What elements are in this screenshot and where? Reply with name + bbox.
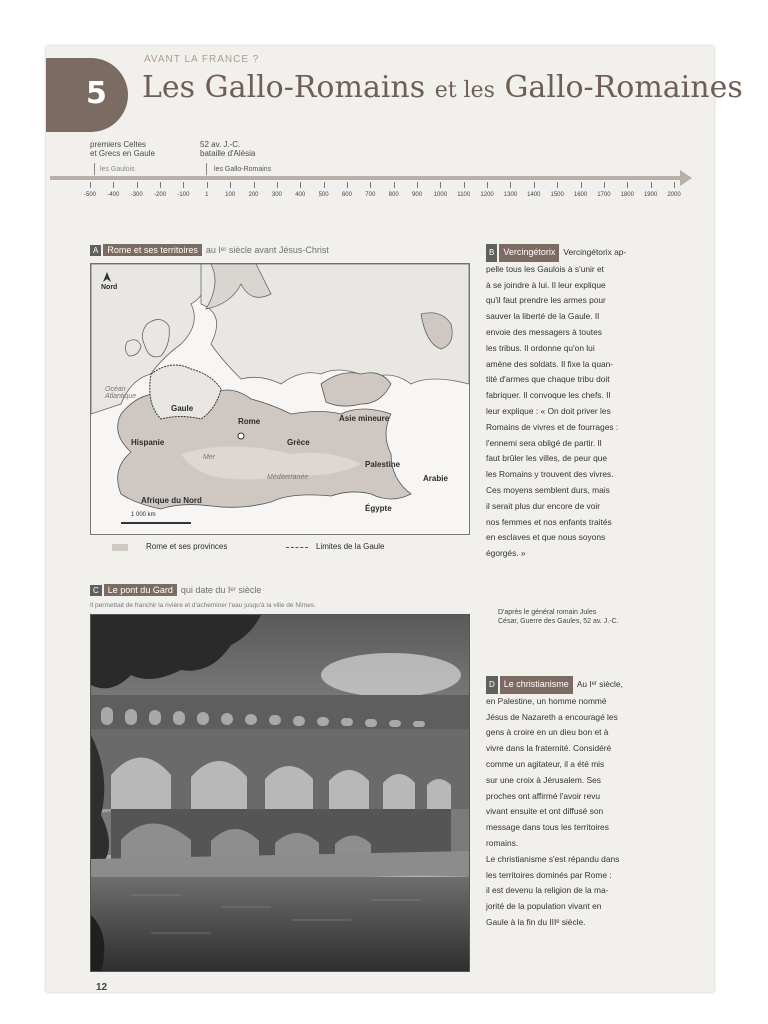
text-line: égorgés. » xyxy=(486,548,526,559)
section-letter: C xyxy=(90,585,102,596)
text-line: sur une croix à Jérusalem. Ses xyxy=(486,774,601,785)
legend-line-gaule xyxy=(286,547,308,549)
bridge-top-tier xyxy=(91,695,469,729)
text-line: Jésus de Nazareth a encouragé les xyxy=(486,711,618,722)
text-line: Romains de vivres et de fourrages : xyxy=(486,421,619,432)
section-d-christianisme xyxy=(486,676,676,931)
map-label-palestine: Palestine xyxy=(365,460,401,469)
text-line: en esclaves et que nous soyons xyxy=(486,532,606,543)
timeline-marker xyxy=(94,163,95,175)
rome-marker-icon xyxy=(238,433,244,439)
timeline-event-alesia xyxy=(200,140,255,158)
timeline-year-label: 800 xyxy=(388,192,399,198)
timeline-tick xyxy=(370,182,371,188)
text-line: Le christianisme s'est répandu dans xyxy=(486,853,620,864)
timeline-year-label: 1000 xyxy=(433,192,448,198)
map-label-mediterranee: Méditerranée xyxy=(267,474,309,481)
map-label-north: Nord xyxy=(101,284,118,291)
timeline-tick xyxy=(464,182,465,188)
timeline-tick xyxy=(207,182,208,188)
period-label-gallo-romains: les Gallo-Romains xyxy=(214,166,272,173)
section-a-heading xyxy=(90,244,329,256)
text-line: qu'il faut prendre les armes pour xyxy=(486,295,606,306)
timeline-tick xyxy=(581,182,582,188)
textbook-page xyxy=(46,46,743,993)
timeline-tick xyxy=(674,182,675,188)
timeline-tick xyxy=(300,182,301,188)
text-line: Gaule à la fin du IIIᵉ siècle. xyxy=(486,916,586,927)
map-label-ocean-line: Atlantique xyxy=(105,393,137,400)
page-title xyxy=(142,70,743,105)
text-line: comme un agitateur, il a été mis xyxy=(486,758,605,769)
text-line: nos femmes et nos enfants traités xyxy=(486,516,612,527)
timeline-year-label: 1800 xyxy=(620,192,634,198)
text-line: en Palestine, un homme nommé xyxy=(486,695,607,706)
timeline-arrowhead-icon xyxy=(680,170,692,186)
timeline-year-label: -300 xyxy=(130,192,143,198)
map-label-scale: 1 000 km xyxy=(131,512,156,518)
text-line: jorité de la population vivant en xyxy=(486,901,602,912)
timeline-tick xyxy=(534,182,535,188)
section-c-heading xyxy=(90,584,261,596)
text-line: gens à croire en un dieu bon et à xyxy=(486,727,609,738)
timeline-tick xyxy=(651,182,652,188)
text-line: envoie des messagers à toutes xyxy=(486,326,602,337)
pont-du-gard-illustration xyxy=(91,615,469,971)
timeline-year-label: 1500 xyxy=(550,192,564,198)
timeline-tick xyxy=(160,182,161,188)
timeline-year-label: 1300 xyxy=(503,192,518,198)
timeline-tick xyxy=(347,182,348,188)
timeline-event-line: bataille d'Alésia xyxy=(200,149,256,158)
text-line: les Romains y trouvent des vivres. xyxy=(486,469,614,480)
map-label-gaule: Gaule xyxy=(171,404,194,413)
timeline-year-label: 400 xyxy=(295,192,306,198)
timeline-tick xyxy=(440,182,441,188)
text-line: les territoires dominés par Rome : xyxy=(486,869,612,880)
timeline-year-label: 1400 xyxy=(527,192,541,198)
timeline-year-label: -200 xyxy=(154,192,167,198)
legend-provinces-label: Rome et ses provinces xyxy=(146,542,228,551)
map-label-ocean xyxy=(105,386,136,400)
timeline-event-line: premiers Celtes xyxy=(90,140,147,149)
timeline-year-label: 1600 xyxy=(573,192,588,198)
title-connector: et les xyxy=(434,78,495,103)
scale-bar xyxy=(121,522,191,524)
timeline-tick xyxy=(604,182,605,188)
timeline-year-label: 1700 xyxy=(597,192,611,198)
text-line: l'ennemi sera obligé de partir. Il xyxy=(486,437,602,448)
timeline-tick xyxy=(254,182,255,188)
timeline-tick xyxy=(183,182,184,188)
text-line: il serait plus dur encore de voir xyxy=(486,500,601,511)
text-line: vivre dans la fraternité. Considéré xyxy=(486,743,612,754)
timeline-event-celtes xyxy=(90,140,155,158)
timeline-year-label: 1200 xyxy=(480,192,494,198)
timeline-marker xyxy=(206,163,207,175)
section-tag: Vercingétorix xyxy=(499,244,559,262)
timeline-tick xyxy=(510,182,511,188)
timeline-tick xyxy=(113,182,114,188)
section-tag: Le pont du Gard xyxy=(104,584,177,596)
timeline-tick xyxy=(394,182,395,188)
text-line: proches ont affirmé l'avoir revu xyxy=(486,790,601,801)
section-letter: A xyxy=(90,245,101,256)
timeline-year-label: 700 xyxy=(365,192,376,198)
map-label-arabie: Arabie xyxy=(423,474,448,483)
timeline-tick xyxy=(487,182,488,188)
map-label-ocean-line: Océan xyxy=(105,386,126,393)
text-line: romains. xyxy=(486,837,519,848)
text-line: message dans tous les territoires xyxy=(486,822,609,833)
timeline-tick xyxy=(557,182,558,188)
map-label-hispanie: Hispanie xyxy=(131,438,165,447)
map-legend xyxy=(90,536,468,560)
timeline-event-line: et Grecs en Gaule xyxy=(90,149,155,158)
timeline-tick xyxy=(417,182,418,188)
section-heading-text: au Iᵉʳ siècle avant Jésus-Christ xyxy=(205,245,329,255)
title-part2: Gallo-Romaines xyxy=(504,70,743,105)
legend-gaule-label: Limites de la Gaule xyxy=(316,542,385,551)
timeline-year-label: -400 xyxy=(107,192,120,198)
section-b-source xyxy=(498,608,678,626)
timeline-tick xyxy=(627,182,628,188)
section-heading-text: qui date du Iᵉʳ siècle xyxy=(180,585,262,595)
text-line: il est devenu la religion de la ma- xyxy=(486,885,609,896)
text-line: Au Iᵉʳ siècle, xyxy=(576,679,623,689)
timeline-year-label: 1100 xyxy=(457,192,471,198)
timeline-year-label: 100 xyxy=(225,192,236,198)
timeline-year-label: 300 xyxy=(271,192,282,198)
text-line: vivant ensuite et ont diffusé son xyxy=(486,806,604,817)
text-line: à se joindre à lui. Il leur explique xyxy=(486,279,606,290)
timeline-year-label: 500 xyxy=(318,192,329,198)
map-label-afrique-du-nord: Afrique du Nord xyxy=(141,496,202,505)
cloud xyxy=(321,653,461,697)
section-tag: Rome et ses territoires xyxy=(103,244,202,256)
timeline-year-label: 2000 xyxy=(667,192,681,198)
timeline-event-line: 52 av. J.-C. xyxy=(200,140,241,149)
section-c-caption: Il permettait de franchir la rivière et d'acheminer l'eau jusqu'à la ville de Nîmes. xyxy=(90,602,316,609)
timeline-axis xyxy=(50,176,686,180)
timeline-tick xyxy=(277,182,278,188)
text-line: tité d'armes que chaque tribu doit xyxy=(486,374,610,385)
chapter-number: 5 xyxy=(86,76,107,111)
timeline-year-label: 600 xyxy=(341,192,352,198)
text-line: leur explique : « On doit priver les xyxy=(486,405,611,416)
timeline-year-label: 1 xyxy=(205,192,209,198)
text-line: Vercingétorix ap- xyxy=(563,247,627,257)
timeline-tick xyxy=(137,182,138,188)
period-label-gaulois: les Gaulois xyxy=(100,166,135,173)
map-label-asie-mineure: Asie mineure xyxy=(339,414,390,423)
timeline-year-label: -100 xyxy=(177,192,190,198)
text-line: pelle tous les Gaulois à s'unir et xyxy=(486,263,604,274)
timeline-tick xyxy=(230,182,231,188)
timeline-year-label: 1900 xyxy=(643,192,658,198)
chapter-kicker: AVANT LA FRANCE ? xyxy=(144,54,260,65)
timeline-tick xyxy=(90,182,91,188)
timeline-year-label: -500 xyxy=(83,192,96,198)
timeline-tick xyxy=(324,182,325,188)
title-part1: Les Gallo-Romains xyxy=(142,70,426,105)
text-line: amène des soldats. Il fixe la quan- xyxy=(486,358,614,369)
map-label-grece: Grèce xyxy=(287,438,310,447)
text-line: fabriquer. Il convoque les chefs. Il xyxy=(486,390,611,401)
section-b-vercingetorix xyxy=(486,244,676,562)
river xyxy=(91,877,469,971)
page-number: 12 xyxy=(96,982,108,993)
section-letter: B xyxy=(486,244,497,262)
region-asia-minor xyxy=(321,373,391,406)
source-line: D'après le général romain Jules xyxy=(498,609,597,616)
legend-swatch-provinces xyxy=(112,544,128,551)
map-label-rome: Rome xyxy=(238,417,261,426)
photo-pont-du-gard xyxy=(90,614,470,972)
map-graphic xyxy=(91,264,469,534)
text-line: faut brûler les villes, de peur que xyxy=(486,453,608,464)
text-line: sauver la liberté de la Gaule. Il xyxy=(486,311,600,322)
map-label-egypte: Égypte xyxy=(365,504,392,513)
timeline-year-label: 900 xyxy=(412,192,423,198)
text-line: les tribus. Il ordonne qu'on lui xyxy=(486,342,595,353)
chapter-badge xyxy=(46,58,128,132)
source-line: César, Guerre des Gaules, 52 av. J.-C. xyxy=(498,618,619,625)
text-line: Ces moyens semblent durs, mais xyxy=(486,484,610,495)
map-label-mer: Mer xyxy=(203,454,216,461)
timeline-year-label: 200 xyxy=(248,192,259,198)
section-letter: D xyxy=(486,676,498,694)
section-tag: Le christianisme xyxy=(500,676,573,694)
map-rome-territoires xyxy=(90,263,470,535)
